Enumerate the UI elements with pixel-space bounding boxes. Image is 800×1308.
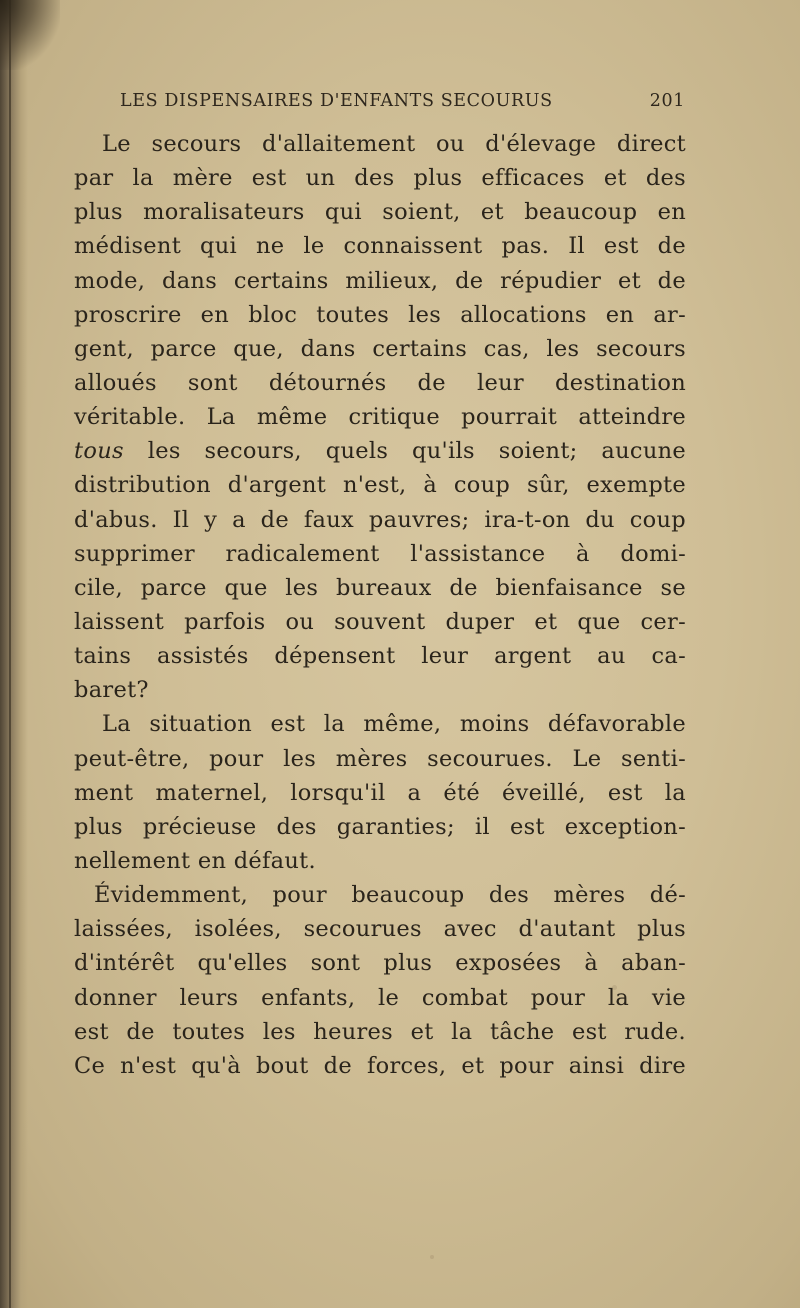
text-line: d'intérêt qu'elles sont plus exposées à aban-	[74, 950, 686, 977]
body-text	[74, 127, 686, 1083]
text-line: baret?	[74, 677, 149, 704]
text-line: cile, parce que les bureaux de bienfaisance se	[74, 574, 686, 601]
text-line: mode, dans certains milieux, de répudier et de	[74, 267, 686, 294]
binding-shadow	[0, 0, 28, 1308]
text-line-with-italic	[74, 434, 686, 468]
text-line: alloués sont détournés de leur destination	[74, 369, 686, 396]
text-line: Ce n'est qu'à bout de forces, et pour ainsi dire	[74, 1052, 686, 1079]
text-line: distribution d'argent n'est, à coup sûr, exempte	[74, 472, 686, 499]
text-line: gent, parce que, dans certains cas, les secours	[74, 335, 686, 362]
running-head	[120, 86, 685, 116]
text-line: tains assistés dépensent leur argent au ca-	[74, 643, 686, 670]
text-line: donner leurs enfants, le combat pour la vie	[74, 984, 686, 1011]
text-line: d'abus. Il y a de faux pauvres; ira-t-on du coup	[74, 506, 686, 533]
text-line: Évidemment, pour beaucoup des mères dé-	[94, 882, 686, 909]
text-line: plus précieuse des garanties; il est exception-	[74, 813, 686, 840]
corner-stain	[0, 0, 60, 70]
text-line: nellement en défaut.	[74, 847, 316, 874]
page-number: 201	[649, 91, 685, 111]
text-line-rest: les secours, quels qu'ils soient; aucune	[147, 438, 687, 465]
text-line: proscrire en bloc toutes les allocations en ar-	[74, 301, 686, 328]
text-line: est de toutes les heures et la tâche est rude.	[74, 1018, 686, 1045]
text-line: par la mère est un des plus efficaces et des	[74, 165, 686, 192]
text-line: ment maternel, lorsqu'il a été éveillé, est la	[74, 779, 686, 806]
text-line: laissent parfois ou souvent duper et que cer-	[74, 608, 686, 635]
text-line: supprimer radicalement l'assistance à domi-	[74, 540, 686, 567]
text-line: plus moralisateurs qui soient, et beaucoup en	[74, 199, 686, 226]
text-line: peut-être, pour les mères secourues. Le senti-	[74, 745, 686, 772]
paper-speck	[430, 1255, 434, 1259]
text-line: laissées, isolées, secourues avec d'autant plus	[74, 916, 686, 943]
italic-word: tous	[74, 438, 124, 465]
running-title: LES DISPENSAIRES D'ENFANTS SECOURUS	[120, 91, 553, 111]
binding-edge	[9, 0, 11, 1308]
text-line: médisent qui ne le connaissent pas. Il est de	[74, 233, 686, 260]
text-line: Le secours d'allaitement ou d'élevage direct	[102, 131, 686, 157]
text-line: La situation est la même, moins défavorable	[102, 711, 686, 738]
text-line: véritable. La même critique pourrait atteindre	[74, 404, 686, 431]
